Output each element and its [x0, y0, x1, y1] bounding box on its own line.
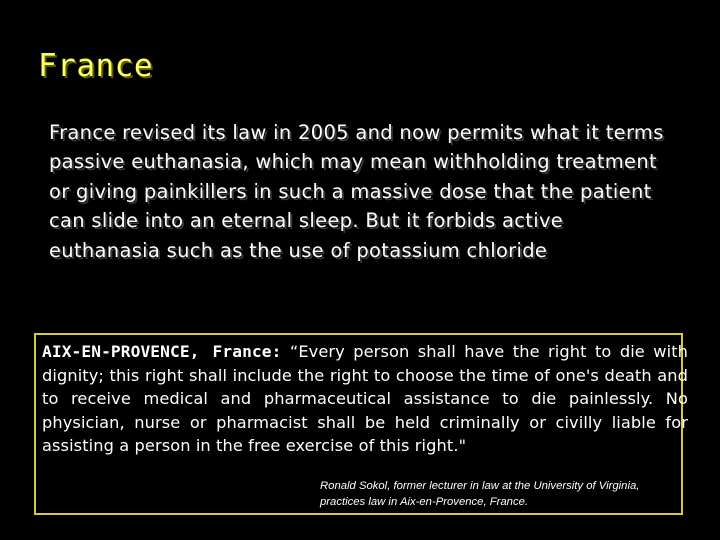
attribution-line-2: practices law in Aix-en-Provence, France.: [320, 496, 529, 508]
body-paragraph: France revised its law in 2005 and now permits what it terms passive euthanasia, which may mean withholding treatment or giving painkillers in such a massive dose that the patient can slide into an eternal sleep. But it forbids active euthanasia such as the use of potassium chloride: [49, 121, 664, 262]
quote-body: “Every person shall have the right to die with dignity; this right shall include the right to choose the time of one's death and to receive medical and pharmaceutical assistance to die painlessly. No physician, nurse or pharmacist shall be held criminally or civilly liable for assisting a person in the free exercise of this right.": [42, 342, 688, 456]
quote-attribution: [320, 478, 690, 510]
quote-paragraph: [42, 340, 688, 458]
slide-title: France: [38, 48, 153, 84]
attribution-line-1: Ronald Sokol, former lecturer in law at the University of Virginia,: [320, 480, 640, 492]
quote-place: AIX-EN-PROVENCE, France:: [42, 342, 282, 361]
